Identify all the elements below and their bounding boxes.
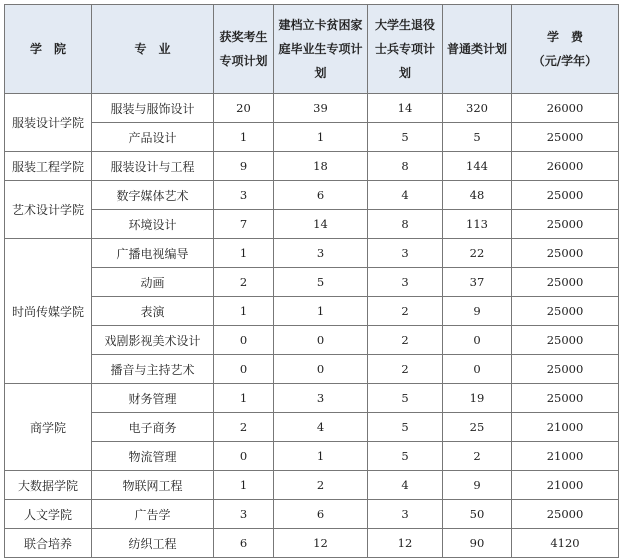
header-veteran-plan: 大学生退役 士兵专项计 划	[368, 5, 443, 94]
poverty-plan-cell: 1	[274, 297, 368, 326]
poverty-plan-cell: 6	[274, 500, 368, 529]
tuition-cell: 25000	[512, 500, 619, 529]
college-cell: 商学院	[5, 384, 92, 471]
table-row	[5, 297, 619, 326]
award-plan-cell: 6	[214, 529, 274, 558]
general-plan-cell: 19	[443, 384, 512, 413]
college-cell: 服装设计学院	[5, 94, 92, 152]
table-row	[5, 442, 619, 471]
admissions-plan-table	[4, 4, 619, 558]
tuition-cell: 25000	[512, 297, 619, 326]
tuition-cell: 26000	[512, 94, 619, 123]
veteran-plan-cell: 3	[368, 268, 443, 297]
poverty-plan-cell: 12	[274, 529, 368, 558]
award-plan-cell: 1	[214, 123, 274, 152]
poverty-plan-cell: 2	[274, 471, 368, 500]
tuition-cell: 25000	[512, 210, 619, 239]
poverty-plan-cell: 0	[274, 355, 368, 384]
award-plan-cell: 0	[214, 355, 274, 384]
tuition-cell: 26000	[512, 152, 619, 181]
general-plan-cell: 37	[443, 268, 512, 297]
major-cell: 播音与主持艺术	[92, 355, 214, 384]
tuition-cell: 25000	[512, 355, 619, 384]
veteran-plan-cell: 5	[368, 442, 443, 471]
award-plan-cell: 1	[214, 239, 274, 268]
general-plan-cell: 2	[443, 442, 512, 471]
general-plan-cell: 90	[443, 529, 512, 558]
table-row	[5, 239, 619, 268]
major-cell: 广告学	[92, 500, 214, 529]
veteran-plan-cell: 2	[368, 355, 443, 384]
header-major: 专 业	[92, 5, 214, 94]
veteran-plan-cell: 14	[368, 94, 443, 123]
veteran-plan-cell: 5	[368, 384, 443, 413]
table-row	[5, 94, 619, 123]
general-plan-cell: 0	[443, 355, 512, 384]
major-cell: 环境设计	[92, 210, 214, 239]
table-row	[5, 152, 619, 181]
major-cell: 财务管理	[92, 384, 214, 413]
header-poverty-plan: 建档立卡贫困家 庭毕业生专项计 划	[274, 5, 368, 94]
general-plan-cell: 320	[443, 94, 512, 123]
college-cell: 人文学院	[5, 500, 92, 529]
college-cell: 艺术设计学院	[5, 181, 92, 239]
tuition-cell: 4120	[512, 529, 619, 558]
table-row	[5, 181, 619, 210]
major-cell: 动画	[92, 268, 214, 297]
award-plan-cell: 1	[214, 471, 274, 500]
general-plan-cell: 144	[443, 152, 512, 181]
poverty-plan-cell: 39	[274, 94, 368, 123]
table-header	[5, 5, 619, 94]
poverty-plan-cell: 3	[274, 239, 368, 268]
table-row	[5, 210, 619, 239]
award-plan-cell: 1	[214, 384, 274, 413]
college-cell: 服装工程学院	[5, 152, 92, 181]
general-plan-cell: 9	[443, 297, 512, 326]
poverty-plan-cell: 3	[274, 384, 368, 413]
major-cell: 戏剧影视美术设计	[92, 326, 214, 355]
tuition-cell: 21000	[512, 413, 619, 442]
veteran-plan-cell: 5	[368, 413, 443, 442]
poverty-plan-cell: 1	[274, 123, 368, 152]
veteran-plan-cell: 5	[368, 123, 443, 152]
tuition-cell: 25000	[512, 123, 619, 152]
college-cell: 大数据学院	[5, 471, 92, 500]
major-cell: 物联网工程	[92, 471, 214, 500]
poverty-plan-cell: 14	[274, 210, 368, 239]
major-cell: 电子商务	[92, 413, 214, 442]
table-body	[5, 94, 619, 558]
header-tuition: 学 费 （元/学年）	[512, 5, 619, 94]
tuition-cell: 21000	[512, 471, 619, 500]
tuition-cell: 25000	[512, 181, 619, 210]
major-cell: 物流管理	[92, 442, 214, 471]
veteran-plan-cell: 3	[368, 500, 443, 529]
veteran-plan-cell: 3	[368, 239, 443, 268]
major-cell: 表演	[92, 297, 214, 326]
table-row	[5, 471, 619, 500]
veteran-plan-cell: 2	[368, 326, 443, 355]
award-plan-cell: 3	[214, 181, 274, 210]
award-plan-cell: 0	[214, 326, 274, 355]
table-row	[5, 413, 619, 442]
veteran-plan-cell: 12	[368, 529, 443, 558]
college-cell: 时尚传媒学院	[5, 239, 92, 384]
general-plan-cell: 0	[443, 326, 512, 355]
header-college: 学 院	[5, 5, 92, 94]
veteran-plan-cell: 8	[368, 152, 443, 181]
veteran-plan-cell: 2	[368, 297, 443, 326]
major-cell: 纺织工程	[92, 529, 214, 558]
poverty-plan-cell: 5	[274, 268, 368, 297]
poverty-plan-cell: 18	[274, 152, 368, 181]
table-row	[5, 326, 619, 355]
tuition-cell: 25000	[512, 239, 619, 268]
tuition-cell: 25000	[512, 326, 619, 355]
award-plan-cell: 7	[214, 210, 274, 239]
major-cell: 广播电视编导	[92, 239, 214, 268]
poverty-plan-cell: 6	[274, 181, 368, 210]
college-cell: 联合培养	[5, 529, 92, 558]
poverty-plan-cell: 1	[274, 442, 368, 471]
award-plan-cell: 0	[214, 442, 274, 471]
table-row	[5, 500, 619, 529]
award-plan-cell: 9	[214, 152, 274, 181]
table-row	[5, 355, 619, 384]
table-row	[5, 384, 619, 413]
award-plan-cell: 1	[214, 297, 274, 326]
tuition-cell: 25000	[512, 268, 619, 297]
tuition-cell: 25000	[512, 384, 619, 413]
veteran-plan-cell: 8	[368, 210, 443, 239]
award-plan-cell: 20	[214, 94, 274, 123]
header-award-plan: 获奖考生 专项计划	[214, 5, 274, 94]
veteran-plan-cell: 4	[368, 471, 443, 500]
general-plan-cell: 113	[443, 210, 512, 239]
major-cell: 数字媒体艺术	[92, 181, 214, 210]
award-plan-cell: 3	[214, 500, 274, 529]
major-cell: 服装设计与工程	[92, 152, 214, 181]
table-row	[5, 268, 619, 297]
general-plan-cell: 48	[443, 181, 512, 210]
general-plan-cell: 5	[443, 123, 512, 152]
veteran-plan-cell: 4	[368, 181, 443, 210]
major-cell: 产品设计	[92, 123, 214, 152]
general-plan-cell: 9	[443, 471, 512, 500]
poverty-plan-cell: 4	[274, 413, 368, 442]
award-plan-cell: 2	[214, 268, 274, 297]
table-row	[5, 529, 619, 558]
poverty-plan-cell: 0	[274, 326, 368, 355]
general-plan-cell: 22	[443, 239, 512, 268]
award-plan-cell: 2	[214, 413, 274, 442]
major-cell: 服装与服饰设计	[92, 94, 214, 123]
tuition-cell: 21000	[512, 442, 619, 471]
header-general-plan: 普通类计划	[443, 5, 512, 94]
general-plan-cell: 50	[443, 500, 512, 529]
table-row	[5, 123, 619, 152]
general-plan-cell: 25	[443, 413, 512, 442]
